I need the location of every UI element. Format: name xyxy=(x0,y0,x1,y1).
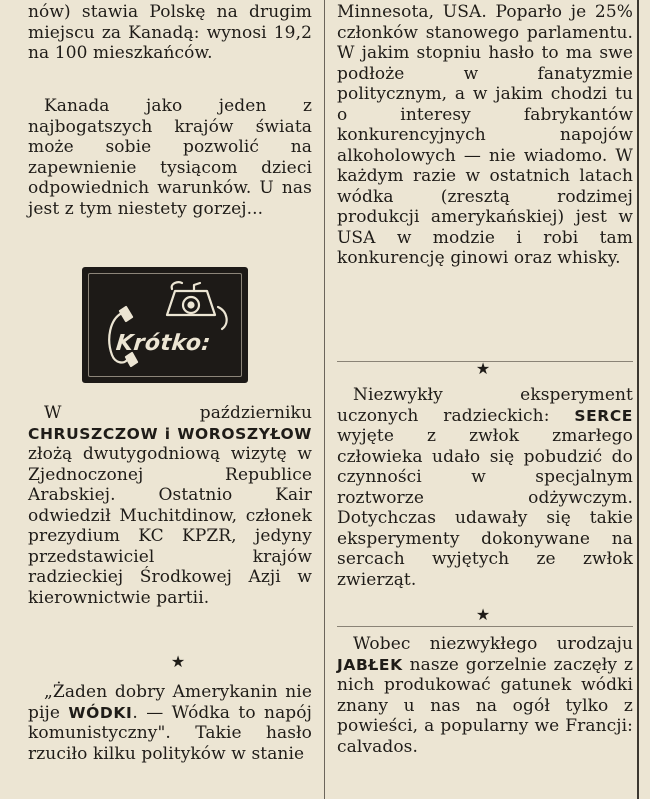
column-divider xyxy=(324,0,325,799)
paragraph-apples: Wobec niezwykłego urodzaju JABŁEK nasze gorzelnie zaczęły z nich produkować gatunek wódki znany u nas na ogół tylko z powieści, a popularny we Francji: calvados. xyxy=(337,634,633,757)
logo-text: Krótko: xyxy=(114,331,213,356)
highlight-names: CHRUSZCZOW i WOROSZYŁOW xyxy=(28,424,312,443)
highlight-vodka: WÓDKI xyxy=(68,703,133,722)
paragraph-vodka: „Żaden dobry Amerykanin nie pije WÓDKI. — Wódka to napój komunistyczny". Takie hasło rzuciło kilku polityków w stanie xyxy=(28,682,312,764)
paragraph-heart: Niezwykły eksperyment uczonych radzieckich: SERCE wyjęte z zwłok zmarłego człowieka udało się pobudzić do czynności w specjalnym roztworze odżywczym. Dotychczas udawały się takie eksperymenty dokonywane na sercach wyjętych ze zwłok zwierząt. xyxy=(337,385,633,590)
paragraph-canada: Kanada jako jeden z najbogatszych krajów świata może sobie pozwolić na zapewnienie tysiącom dzieci odpowiednich warunków. U nas jest z tym niestety gorzej... xyxy=(28,96,312,219)
highlight-heart: SERCE xyxy=(574,406,633,425)
page-edge-rule xyxy=(637,0,639,799)
star-separator: ★ xyxy=(475,605,491,624)
paragraph-minnesota: Minnesota, USA. Poparło je 25% członków stanowego parlamentu. W jakim stopniu hasło to ma swe podłoże w fanatyzmie politycznym, a w jakim chodzi tu o interesy fabrykantów konkurencyjnych napojów alkoholowych — nie wiadomo. W każdym razie w ostatnich latach wódka (zresztą rodzimej produkcji amerykańskiej) jest w USA w modzie i robi tam konkurencję ginowi oraz whisky. xyxy=(337,2,633,268)
star-separator: ★ xyxy=(170,652,186,671)
paragraph-visit: W październiku CHRUSZCZOW i WOROSZYŁOW złożą dwutygodniową wizytę w Zjednoczonej Republice Arabskiej. Ostatnio Kair odwiedził Muchitdinow, członek prezydium KC KPZR, jedyny przedstawiciel krajów radzieckiej Środkowej Azji w kierownictwie partii. xyxy=(28,403,312,608)
star-separator: ★ xyxy=(475,359,491,378)
right-column xyxy=(337,0,633,799)
krotko-logo xyxy=(82,267,248,383)
highlight-apples: JABŁEK xyxy=(337,655,403,674)
left-column xyxy=(28,0,312,799)
paragraph-statistics: nów) stawia Polskę na drugim miejscu za Kanadą: wynosi 19,2 na 100 mieszkańców. xyxy=(28,2,312,63)
telephone-icon xyxy=(82,267,248,383)
